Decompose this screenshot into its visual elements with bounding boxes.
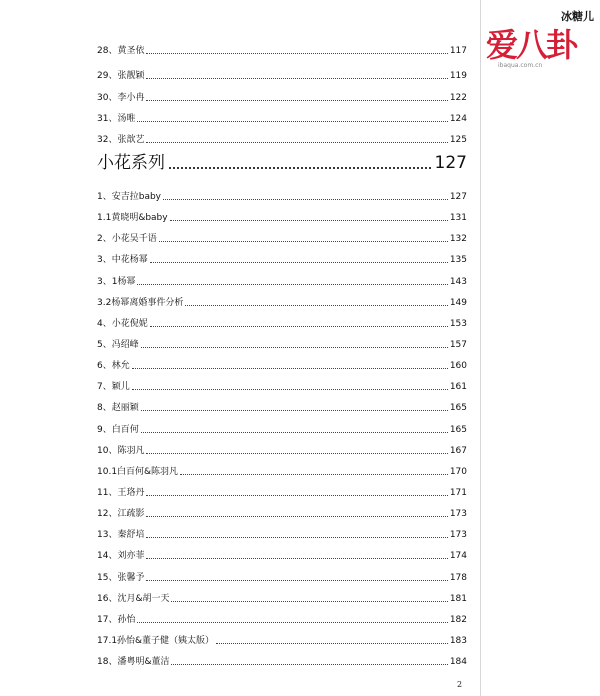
toc-entry[interactable]: 12、江疏影 173 (97, 509, 467, 519)
page-number: 2 (457, 680, 463, 689)
toc-entry[interactable]: 3、中花杨幂 135 (97, 255, 467, 265)
toc-entry[interactable]: 7、颖儿 161 (97, 382, 467, 392)
dot-leader (146, 77, 447, 79)
dot-leader (141, 409, 448, 411)
watermark-url: ibaqua.com.cn (498, 62, 543, 69)
dot-leader (163, 198, 448, 200)
toc-entry[interactable]: 14、刘亦菲 174 (97, 551, 467, 561)
toc-entry[interactable]: 32、张歆艺 125 (97, 135, 467, 145)
watermark-logo-text: 爱八卦 (486, 26, 577, 64)
dot-leader (146, 99, 447, 101)
dot-leader (185, 304, 447, 306)
toc-entry[interactable]: 5、冯绍峰 157 (97, 340, 467, 350)
toc-entry[interactable]: 3.2杨幂离婚事件分析 149 (97, 298, 467, 308)
toc-entry[interactable]: 3、1杨幂 143 (97, 277, 467, 287)
dot-leader (146, 536, 447, 538)
dot-leader (216, 642, 448, 644)
dot-leader (146, 557, 447, 559)
toc-entry[interactable]: 4、小花倪妮 153 (97, 319, 467, 329)
toc-entry[interactable]: 17、孙怡 182 (97, 615, 467, 625)
toc-entry[interactable]: 30、李小冉 122 (97, 93, 467, 103)
toc-entry[interactable]: 15、张馨予 178 (97, 573, 467, 583)
toc-entry[interactable]: 1、安吉拉baby 127 (97, 192, 467, 202)
dot-leader (150, 325, 448, 327)
dot-leader (171, 663, 447, 665)
toc-entry[interactable]: 9、白百何 165 (97, 425, 467, 435)
toc-entry[interactable]: 1.1黄晓明&baby 131 (97, 213, 467, 223)
toc-entry[interactable]: 18、潘粤明&董洁 184 (97, 657, 467, 667)
dot-leader (150, 261, 448, 263)
toc-entry[interactable]: 29、张靓颖 119 (97, 71, 467, 81)
watermark-logo (482, 4, 598, 70)
dot-leader (169, 166, 431, 169)
dot-leader (146, 515, 447, 517)
dot-leader (137, 283, 447, 285)
dot-leader (132, 388, 448, 390)
toc-entry[interactable]: 16、沈月&胡一天 181 (97, 594, 467, 604)
toc-entry[interactable]: 10.1白百何&陈羽凡 170 (97, 467, 467, 477)
dot-leader (180, 473, 448, 475)
toc-entry[interactable]: 10、陈羽凡 167 (97, 446, 467, 456)
dot-leader (132, 367, 448, 369)
dot-leader (137, 120, 447, 122)
dot-leader (159, 240, 448, 242)
toc-entry[interactable]: 11、王珞丹 171 (97, 488, 467, 498)
toc-entry[interactable]: 28、黄圣依 117 (97, 46, 467, 56)
dot-leader (146, 579, 447, 581)
toc-entry[interactable]: 17.1孙怡&董子健（姨太版） 183 (97, 636, 467, 646)
dot-leader (146, 52, 447, 54)
toc-section-heading[interactable]: 小花系列 127 (97, 153, 467, 173)
toc-entry[interactable]: 6、林允 160 (97, 361, 467, 371)
toc-entry[interactable]: 8、赵丽颖 165 (97, 403, 467, 413)
dot-leader (141, 431, 448, 433)
toc-entry[interactable]: 13、秦舒培 173 (97, 530, 467, 540)
dot-leader (137, 621, 447, 623)
toc-entry[interactable]: 2、小花吴千语 132 (97, 234, 467, 244)
toc-entry[interactable]: 31、汤唯 124 (97, 114, 467, 124)
dot-leader (171, 600, 447, 602)
dot-leader (170, 219, 448, 221)
page-edge-line (480, 0, 481, 696)
dot-leader (146, 141, 447, 143)
watermark-tag: 冰糖儿 (561, 10, 594, 23)
dot-leader (141, 346, 448, 348)
dot-leader (146, 494, 447, 496)
dot-leader (146, 452, 447, 454)
